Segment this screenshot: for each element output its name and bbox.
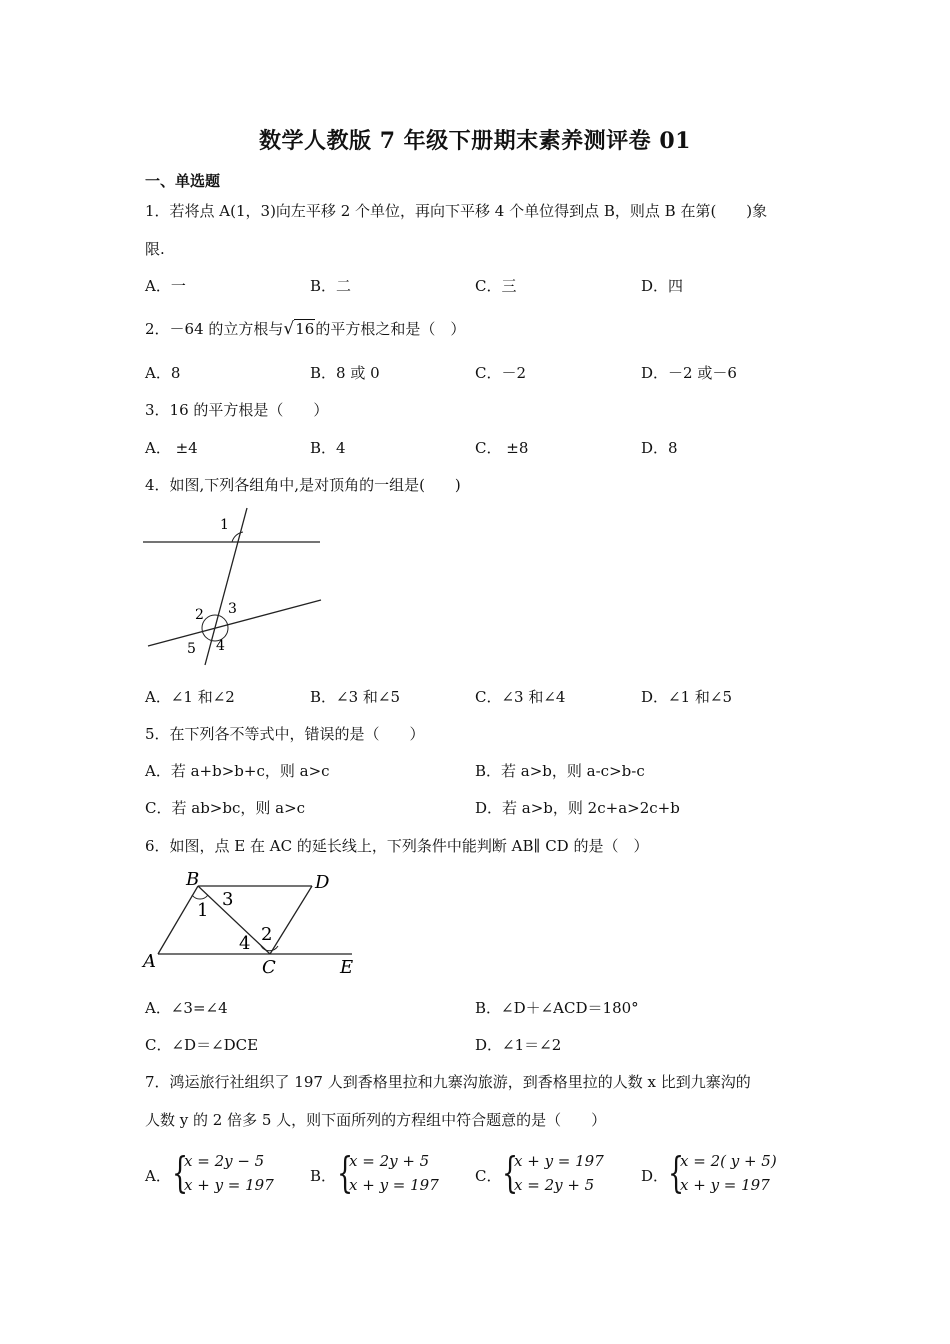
q2-option-a[interactable]: A．8 (145, 364, 181, 382)
angle-label-4: 4 (239, 933, 251, 954)
q7-option-c-label: C． (475, 1167, 502, 1185)
q5-option-a[interactable]: A．若 a+b>b+c，则 a>c (145, 762, 330, 780)
page-title: 数学人教版 7 年级下册期末素养测评卷 01 (259, 128, 691, 154)
angle-label-5: 5 (187, 641, 196, 657)
q1-option-d[interactable]: D．四 (641, 277, 684, 295)
angle-label-1: 1 (220, 517, 229, 533)
q7-option-b-label: B． (310, 1167, 337, 1185)
question-7-line-2: 人数 y 的 2 倍多 5 人，则下面所列的方程组中符合题意的是（ ） (145, 1111, 607, 1129)
brace-icon: { (668, 1148, 685, 1197)
q2-option-c[interactable]: C．－2 (475, 364, 527, 382)
angle-label-2: 2 (195, 607, 204, 623)
equation-1: x + y = 197 (514, 1152, 604, 1170)
q1-option-b[interactable]: B．二 (310, 277, 352, 295)
question-2-text-before: 2．－64 的立方根与 (145, 320, 284, 338)
q1-option-a[interactable]: A．一 (145, 277, 186, 295)
q4-option-a[interactable]: A．∠1 和∠2 (145, 688, 235, 706)
q7-option-d[interactable] (641, 1148, 806, 1200)
q3-option-c[interactable]: C． ±8 (475, 439, 529, 457)
q6-option-c[interactable]: C．∠D＝∠DCE (145, 1036, 259, 1054)
q4-option-b[interactable]: B．∠3 和∠5 (310, 688, 401, 706)
q7-option-a[interactable] (145, 1148, 310, 1200)
q1-option-c[interactable]: C．三 (475, 277, 517, 295)
brace-icon: { (172, 1148, 189, 1197)
brace-icon: { (502, 1148, 519, 1197)
equation-1: x = 2y − 5 (184, 1152, 265, 1170)
q3-option-a[interactable]: A． ±4 (145, 439, 198, 457)
section-heading: 一、单选题 (145, 172, 221, 190)
question-6: 6．如图，点 E 在 AC 的延长线上，下列条件中能判断 AB∥ CD 的是（ ） (145, 837, 649, 855)
brace-icon: { (337, 1148, 354, 1197)
q5-option-c[interactable]: C．若 ab>bc，则 a>c (145, 799, 306, 817)
question-1-line-1: 1．若将点 A(1，3)向左平移 2 个单位，再向下平移 4 个单位得到点 B，则点 B 在第( )象 (145, 202, 768, 220)
question-2-text-after: 的平方根之和是（ ） (315, 320, 466, 338)
question-7-line-1: 7．鸿运旅行社组织了 197 人到香格里拉和九寨沟旅游，到香格里拉的人数 x 比到九寨沟的 (145, 1073, 751, 1091)
angle-label-3: 3 (228, 601, 237, 617)
equation-2: x + y = 197 (349, 1176, 439, 1194)
q4-option-c[interactable]: C．∠3 和∠4 (475, 688, 566, 706)
question-2 (145, 318, 465, 339)
q7-option-d-label: D． (641, 1167, 669, 1185)
question-4: 4．如图,下列各组角中,是对顶角的一组是( ) (145, 476, 461, 494)
q7-option-b[interactable] (310, 1148, 475, 1200)
q6-option-b[interactable]: B．∠D＋∠ACD＝180° (475, 999, 639, 1017)
equation-1: x = 2( y + 5) (680, 1152, 777, 1170)
point-label-b: B (186, 869, 200, 890)
point-label-a: A (143, 951, 156, 972)
equation-1: x = 2y + 5 (349, 1152, 430, 1170)
q5-option-b[interactable]: B．若 a>b，则 a-c>b-c (475, 762, 645, 780)
question-3: 3．16 的平方根是（ ） (145, 401, 329, 419)
q6-figure (140, 866, 365, 981)
angle-label-2: 2 (261, 924, 273, 945)
q4-option-d[interactable]: D．∠1 和∠5 (641, 688, 733, 706)
equation-2: x + y = 197 (184, 1176, 274, 1194)
angle-label-3: 3 (222, 889, 234, 910)
equation-2: x = 2y + 5 (514, 1176, 595, 1194)
q5-option-d[interactable]: D．若 a>b，则 2c+a>2c+b (475, 799, 680, 817)
q2-option-d[interactable]: D．－2 或－6 (641, 364, 737, 382)
angle-label-1: 1 (197, 900, 209, 921)
q7-option-c[interactable] (475, 1148, 640, 1200)
q4-figure (140, 505, 325, 670)
q6-option-d[interactable]: D．∠1＝∠2 (475, 1036, 562, 1054)
q2-option-b[interactable]: B．8 或 0 (310, 364, 380, 382)
point-label-e: E (340, 957, 354, 978)
point-label-c: C (262, 957, 276, 978)
question-1-line-2: 限. (145, 240, 165, 258)
sqrt-radicand: 16 (295, 320, 315, 338)
question-5: 5．在下列各不等式中，错误的是（ ） (145, 725, 425, 743)
q3-option-d[interactable]: D．8 (641, 439, 678, 457)
q7-option-a-label: A． (145, 1167, 171, 1185)
q6-option-a[interactable]: A．∠3=∠4 (145, 999, 228, 1017)
q3-option-b[interactable]: B．4 (310, 439, 346, 457)
point-label-d: D (315, 872, 330, 893)
sqrt-symbol: √ (283, 319, 295, 339)
equation-2: x + y = 197 (680, 1176, 770, 1194)
angle-label-4: 4 (216, 638, 225, 654)
